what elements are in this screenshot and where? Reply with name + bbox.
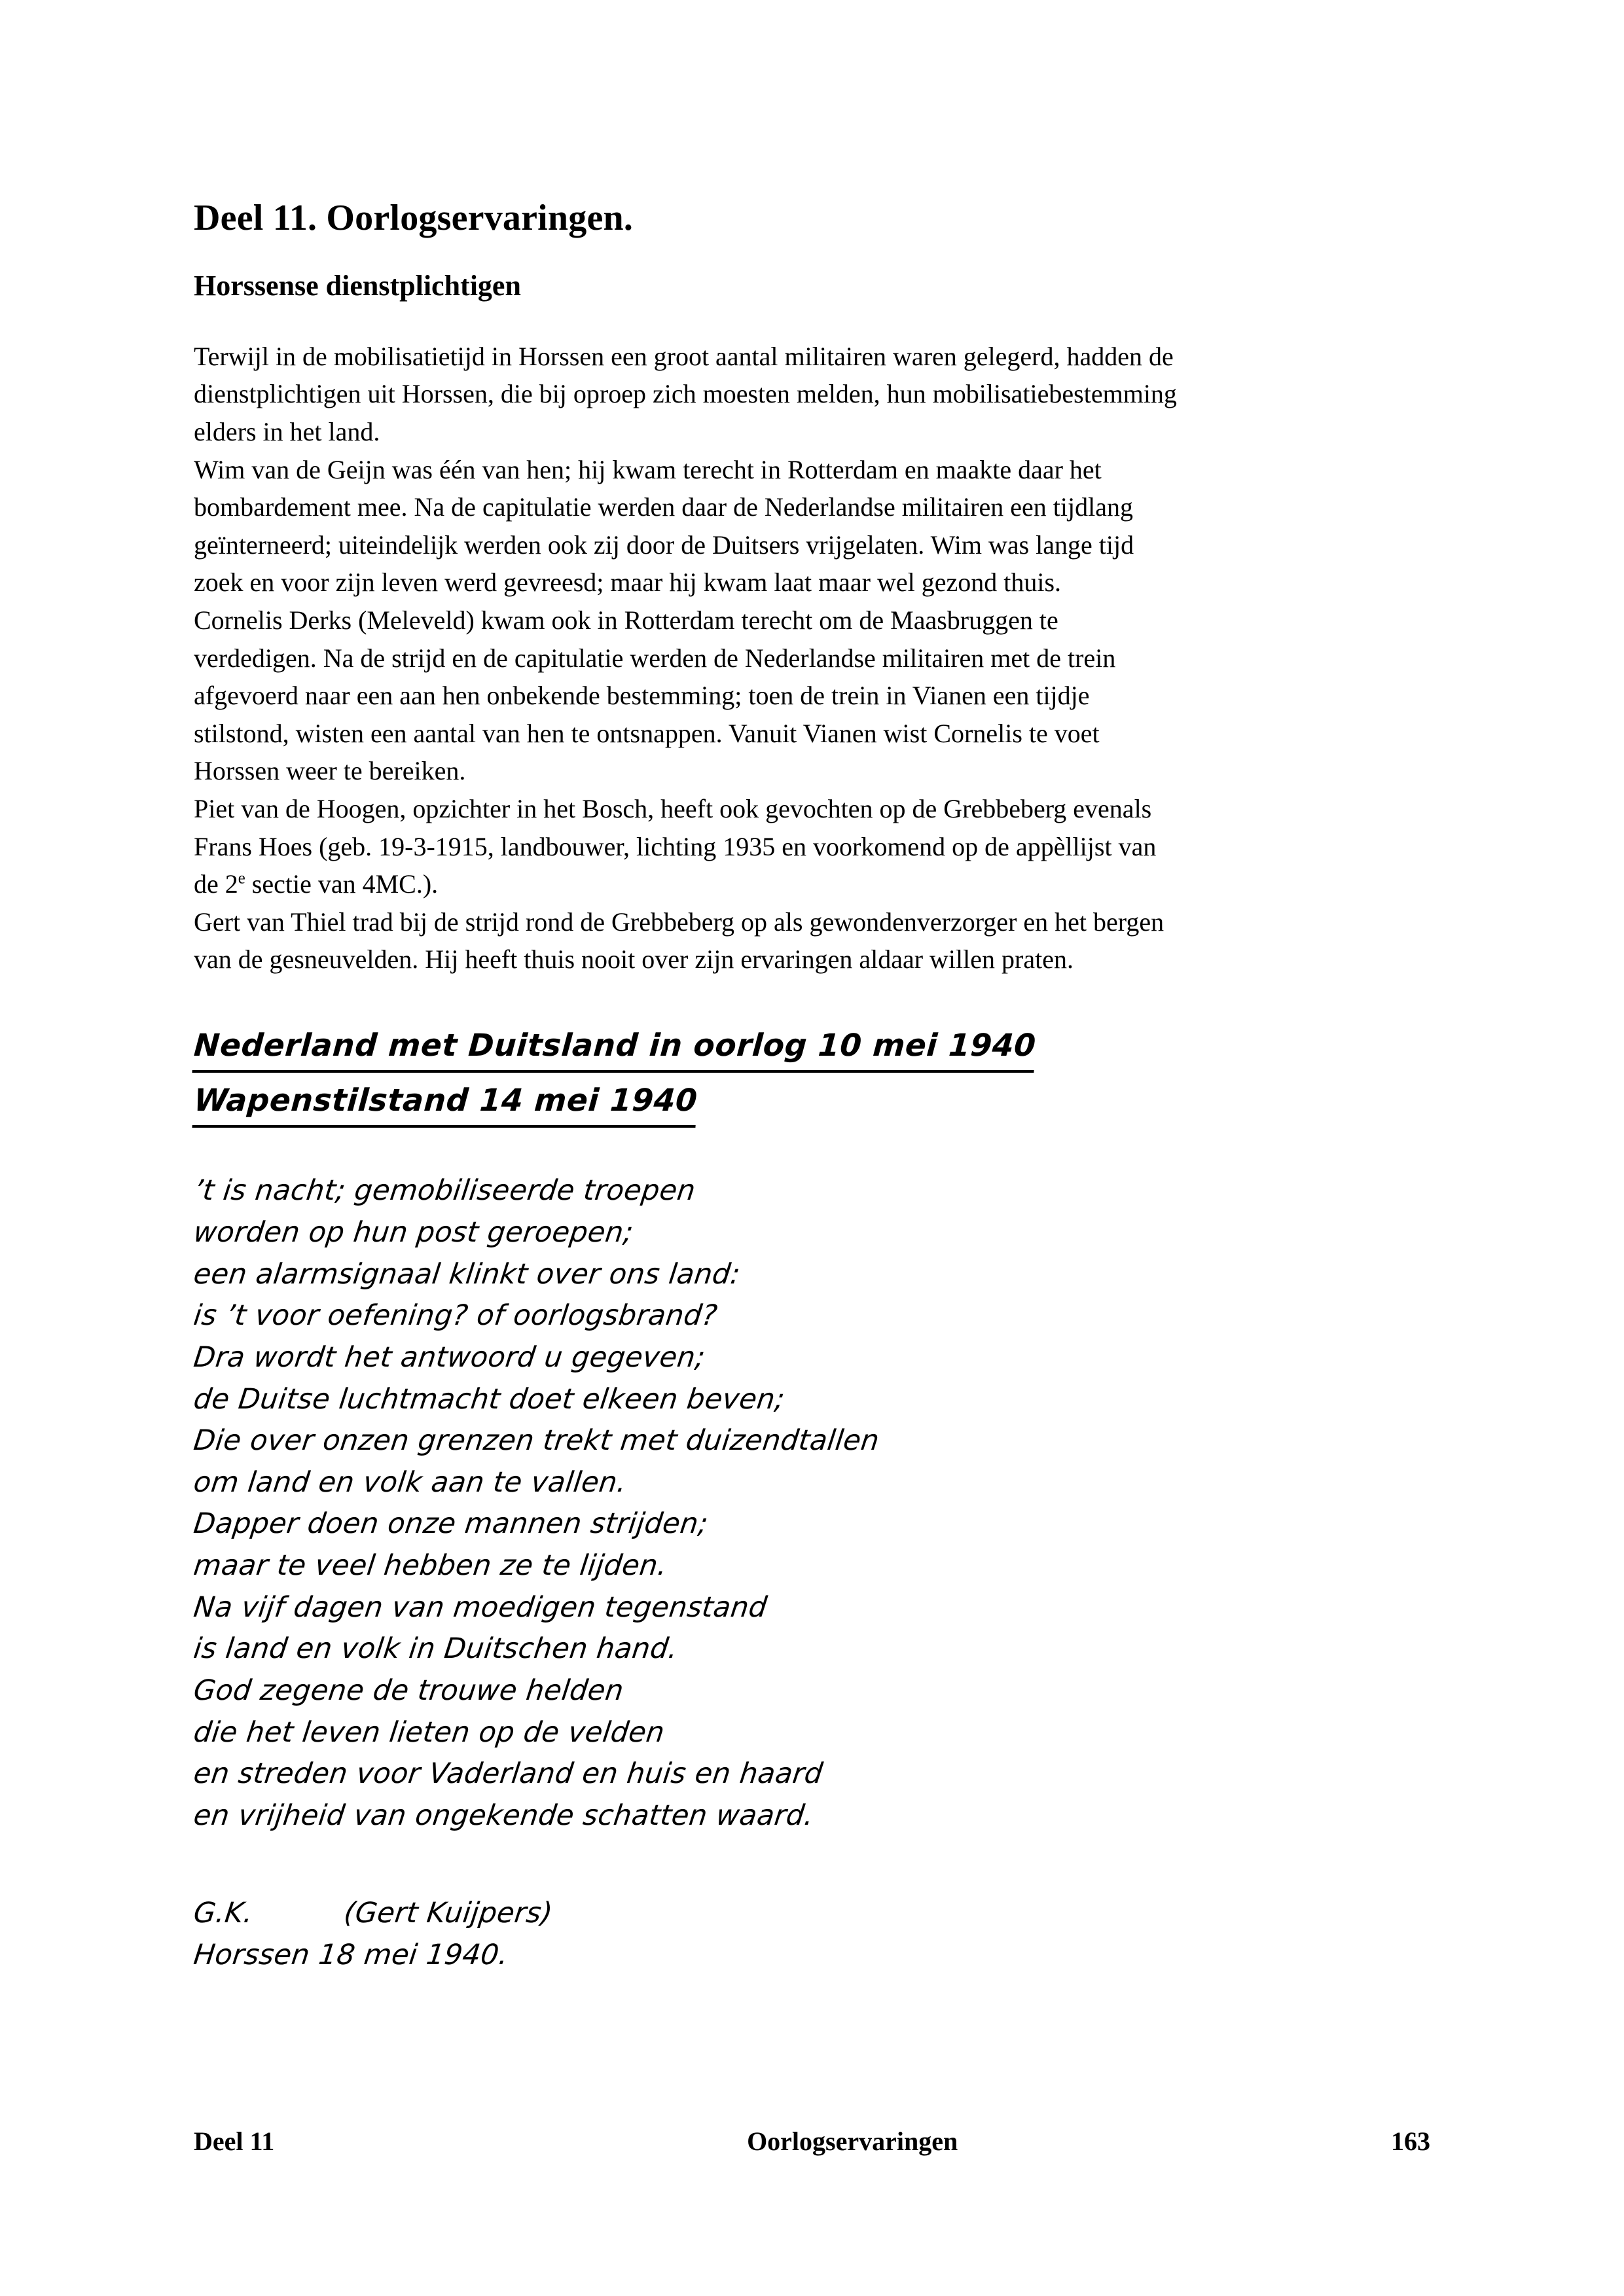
body-line: elders in het land. (194, 417, 380, 447)
poem-line: die het leven lieten op de velden (192, 1715, 667, 1749)
footer-section-label: Oorlogservaringen (747, 2126, 958, 2156)
poem-line: en vrijheid van ongekende schatten waard. (192, 1799, 816, 1832)
poem-line: Na vijf dagen van moedigen tegenstand (192, 1590, 769, 1624)
body-line: Frans Hoes (geb. 19-3-1915, landbouwer, lichting 1935 en voorkomend op de appèllijst van (194, 831, 1157, 861)
poem-line: Die over onzen grenzen trekt met duizendtallen (192, 1424, 882, 1458)
poem-line: worden op hun post geroepen; (192, 1216, 636, 1249)
poem-line: de Duitse luchtmacht doet elkeen beven; (192, 1382, 787, 1416)
poem-line: ’t is nacht; gemobiliseerde troepen (192, 1174, 698, 1208)
body-line: Wim van de Geijn was één van hen; hij kwam terecht in Rotterdam en maakte daar het (194, 454, 1102, 484)
ordinal-prefix: de 2 (194, 869, 238, 899)
body-line: Cornelis Derks (Meleveld) kwam ook in Rotterdam terecht om de Maasbruggen te (194, 605, 1058, 636)
body-line: van de gesneuvelden. Hij heeft thuis nooit over zijn ervaringen aldaar willen praten. (194, 944, 1074, 975)
poem-title-line: Wapenstilstand 14 mei 1940 (192, 1079, 698, 1128)
section-heading: Horssense dienstplichtigen (194, 270, 521, 302)
body-line: Horssen weer te bereiken. (194, 756, 466, 786)
body-line: Terwijl in de mobilisatietijd in Horssen een groot aantal militairen waren gelegerd, hadden de (194, 341, 1174, 371)
poem-line: maar te veel hebben ze te lijden. (192, 1549, 669, 1583)
ordinal-superscript: e (238, 869, 245, 888)
poem-line: en streden voor Vaderland en huis en haard (192, 1757, 825, 1791)
footer-page-number: 163 (1391, 2126, 1430, 2156)
poem-line: Dra wordt het antwoord u gegeven; (192, 1340, 708, 1374)
poem-signature (194, 1837, 1437, 1976)
body-line: zoek en voor zijn leven werd gevreesd; maar hij kwam laat maar wel gezond thuis. (194, 567, 1062, 598)
footer-part-label: Deel 11 (194, 2126, 275, 2156)
body-line: dienstplichtigen uit Horssen, die bij oproep zich moesten melden, hun mobilisatiebestemming (194, 379, 1177, 409)
body-line: Piet van de Hoogen, opzichter in het Bosch, heeft ook gevochten op de Grebbeberg evenals (194, 794, 1152, 823)
body-line: bombardement mee. Na de capitulatie werden daar de Nederlandse militairen een tijdlang (194, 492, 1133, 522)
signature-place-date: Horssen 18 mei 1940. (192, 1939, 511, 1972)
body-text-block (194, 304, 1437, 978)
page-footer (194, 2126, 1430, 2157)
poem-line: Dapper doen onze mannen strijden; (192, 1507, 710, 1541)
body-line: afgevoerd naar een aan hen onbekende bestemming; toen de trein in Vianen een tijdje (194, 681, 1090, 711)
poem-line: is land en volk in Duitschen hand. (192, 1632, 680, 1666)
body-line: geïnterneerd; uiteindelijk werden ook zij door de Duitsers vrijgelaten. Wim was lange tijd (194, 529, 1134, 560)
poem-line: een alarmsignaal klinkt over ons land: (192, 1257, 742, 1291)
body-line-with-ordinal (194, 865, 1437, 903)
ordinal-suffix: sectie van 4MC.). (245, 869, 439, 899)
signature-author: G.K. (Gert Kuijpers) (192, 1897, 554, 1930)
poem-body (194, 1127, 1437, 1837)
page-title: Deel 11. Oorlogservaringen. (194, 198, 634, 238)
page-content (194, 0, 1437, 1977)
poem-title (194, 978, 1437, 1127)
body-line: verdedigen. Na de strijd en de capitulatie werden de Nederlandse militairen met de trein (194, 643, 1116, 673)
poem-title-line: Nederland met Duitsland in oorlog 10 mei 1940 (192, 1024, 1037, 1073)
poem-line: om land en volk aan te vallen. (192, 1465, 628, 1499)
body-line: stilstond, wisten een aantal van hen te ontsnappen. Vanuit Vianen wist Cornelis te voet (194, 718, 1100, 748)
poem-line: God zegene de trouwe helden (192, 1674, 626, 1707)
poem-line: is ’t voor oefening? of oorlogsbrand? (192, 1299, 719, 1333)
body-line: Gert van Thiel trad bij de strijd rond de Grebbeberg op als gewondenverzorger en het bergen (194, 906, 1164, 937)
